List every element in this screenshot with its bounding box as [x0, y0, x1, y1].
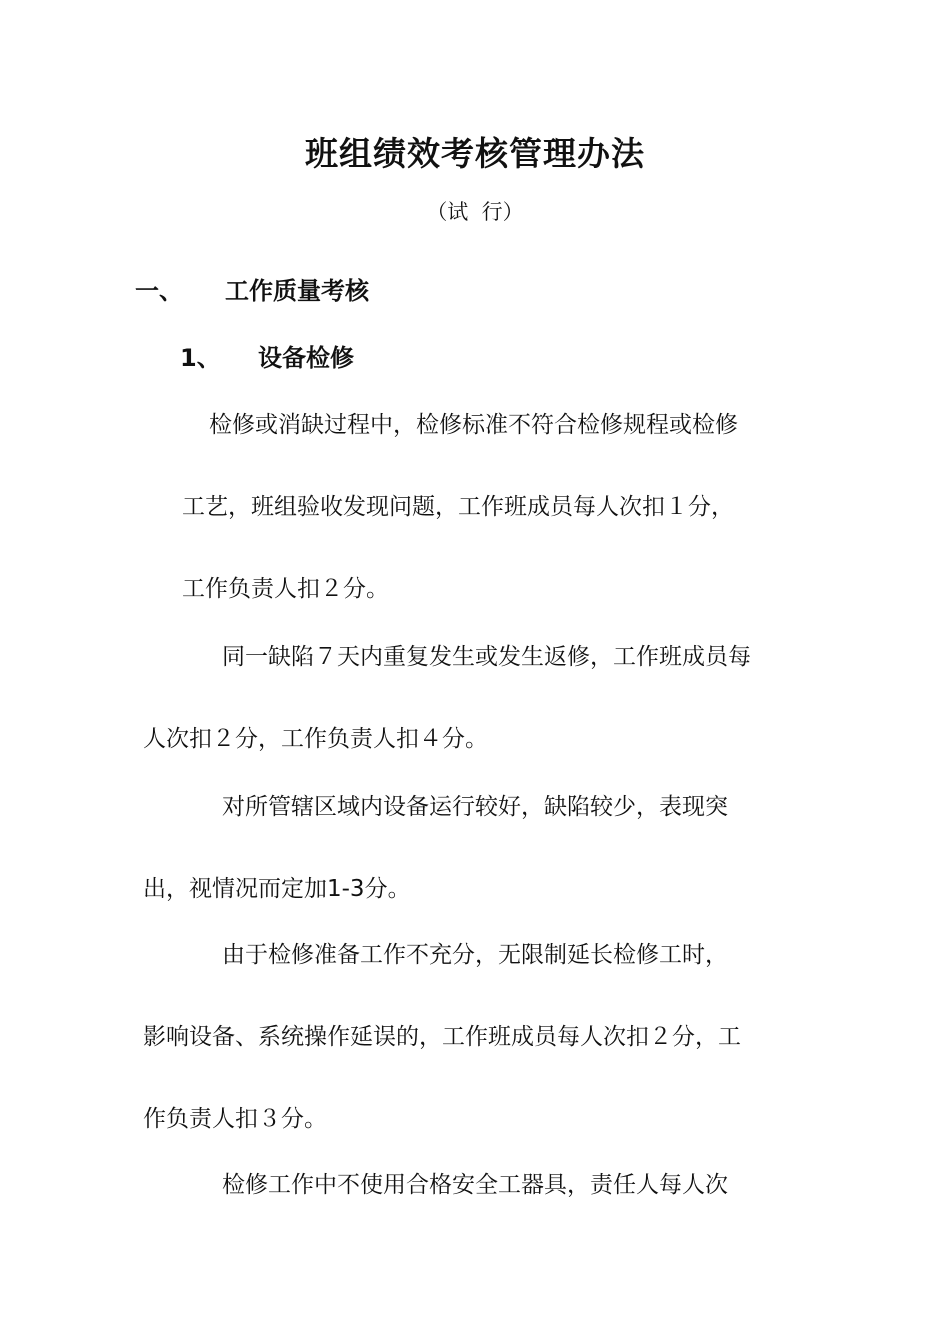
section-heading: [135, 271, 369, 306]
subsection-number: 1、: [180, 344, 221, 372]
paragraph-line: 人次扣２分，工作负责人扣４分。: [143, 726, 488, 752]
section-title: 工作质量考核: [225, 277, 369, 305]
paragraph-line: 工作负责人扣２分。: [182, 576, 389, 602]
paragraph-line: 作负责人扣３分。: [143, 1106, 327, 1132]
section-number: 一、: [135, 277, 183, 305]
paragraph-line: 由于检修准备工作不充分，无限制延长检修工时，: [222, 942, 728, 968]
subsection-title: 设备检修: [258, 344, 354, 372]
paragraph-line: 工艺，班组验收发现问题，工作班成员每人次扣１分，: [182, 494, 734, 520]
document-title: 班组绩效考核管理办法: [305, 134, 645, 173]
paragraph-line: 检修或消缺过程中，检修标准不符合检修规程或检修: [209, 412, 738, 438]
paragraph-line: 出，视情况而定加1-3分。: [143, 876, 411, 902]
paragraph-line: 同一缺陷７天内重复发生或发生返修，工作班成员每: [222, 644, 751, 670]
document-subtitle: （试 行）: [426, 200, 524, 224]
paragraph-line: 影响设备、系统操作延误的，工作班成员每人次扣２分，工: [143, 1024, 741, 1050]
paragraph-line: 检修工作中不使用合格安全工器具，责任人每人次: [222, 1172, 728, 1198]
subsection-heading: [180, 338, 354, 373]
paragraph-line: 对所管辖区域内设备运行较好，缺陷较少，表现突: [222, 794, 728, 820]
